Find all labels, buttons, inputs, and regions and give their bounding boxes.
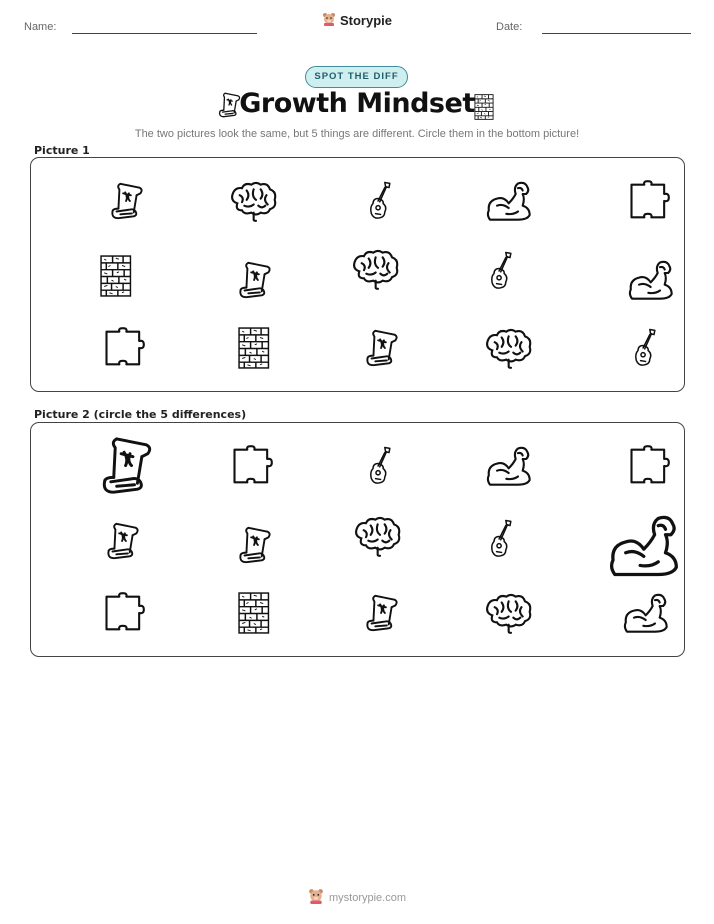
footer — [0, 888, 714, 907]
instructions: The two pictures look the same, but 5 things are different. Circle them in the bottom picture! — [134, 128, 580, 140]
picture-2-r1c3-guitar-icon[interactable] — [368, 445, 393, 487]
picture-2-label: Picture 2 (circle the 5 differences) — [34, 408, 247, 421]
picture-1-r3c4-brain-icon — [483, 327, 534, 369]
picture-1-r2c2-scroll-icon — [235, 259, 273, 301]
picture-2-r1c1-scroll-icon[interactable] — [96, 433, 155, 498]
footer-site[interactable]: mystorypie.com — [328, 891, 407, 904]
brand-name: Storypie — [339, 13, 392, 28]
picture-2-r3c5-muscle-icon[interactable] — [620, 592, 671, 634]
picture-1-r1c5-puzzle-icon — [628, 180, 675, 222]
picture-1-r3c1-puzzle-icon — [103, 327, 150, 369]
picture-1-r1c3-guitar-icon — [368, 180, 393, 222]
picture-1-label: Picture 1 — [34, 144, 90, 157]
picture-2-panel[interactable] — [30, 422, 685, 657]
picture-1-r1c1-scroll-icon — [107, 180, 145, 222]
picture-2-r1c5-puzzle-icon[interactable] — [628, 445, 675, 487]
picture-1-r2c4-guitar-icon — [489, 250, 514, 292]
picture-2-r2c1-scroll-icon[interactable] — [103, 520, 141, 562]
picture-1-panel — [30, 157, 685, 392]
picture-1-r1c2-brain-icon — [228, 180, 279, 222]
picture-1-r2c1-brick-wall-icon — [100, 255, 132, 297]
date-line[interactable] — [542, 33, 691, 34]
bear-logo-icon — [322, 12, 336, 29]
picture-2-r3c1-puzzle-icon[interactable] — [103, 592, 150, 634]
picture-1-r3c5-guitar-icon — [633, 327, 658, 369]
picture-1-r2c3-brain-icon — [350, 248, 401, 290]
bear-footer-icon — [308, 888, 324, 907]
picture-1-r1c4-muscle-icon — [483, 180, 534, 222]
spot-the-diff-badge: SPOT THE DIFF — [305, 66, 408, 88]
picture-2-r3c3-scroll-icon[interactable] — [362, 592, 400, 634]
brand-logo — [0, 12, 714, 29]
picture-1-r2c5-muscle-icon — [625, 259, 676, 301]
picture-2-r2c3-brain-icon[interactable] — [352, 515, 403, 557]
picture-2-r1c4-muscle-icon[interactable] — [483, 445, 534, 487]
picture-2-r3c4-brain-icon[interactable] — [483, 592, 534, 634]
title-brick-wall-icon — [473, 94, 495, 125]
picture-2-r2c2-scroll-icon[interactable] — [235, 524, 273, 566]
picture-1-r3c2-brick-wall-icon — [238, 327, 270, 369]
name-line[interactable] — [72, 33, 257, 34]
picture-2-r1c2-puzzle-icon[interactable] — [231, 445, 278, 487]
picture-2-r2c4-guitar-icon[interactable] — [489, 518, 514, 560]
picture-2-r2c5-muscle-icon[interactable] — [604, 513, 684, 578]
date-label: Date: — [496, 21, 523, 33]
name-label: Name: — [24, 21, 57, 33]
picture-2-r3c2-brick-wall-icon[interactable] — [238, 592, 270, 634]
page-title: Growth Mindset — [239, 88, 475, 119]
picture-1-r3c3-scroll-icon — [362, 327, 400, 369]
